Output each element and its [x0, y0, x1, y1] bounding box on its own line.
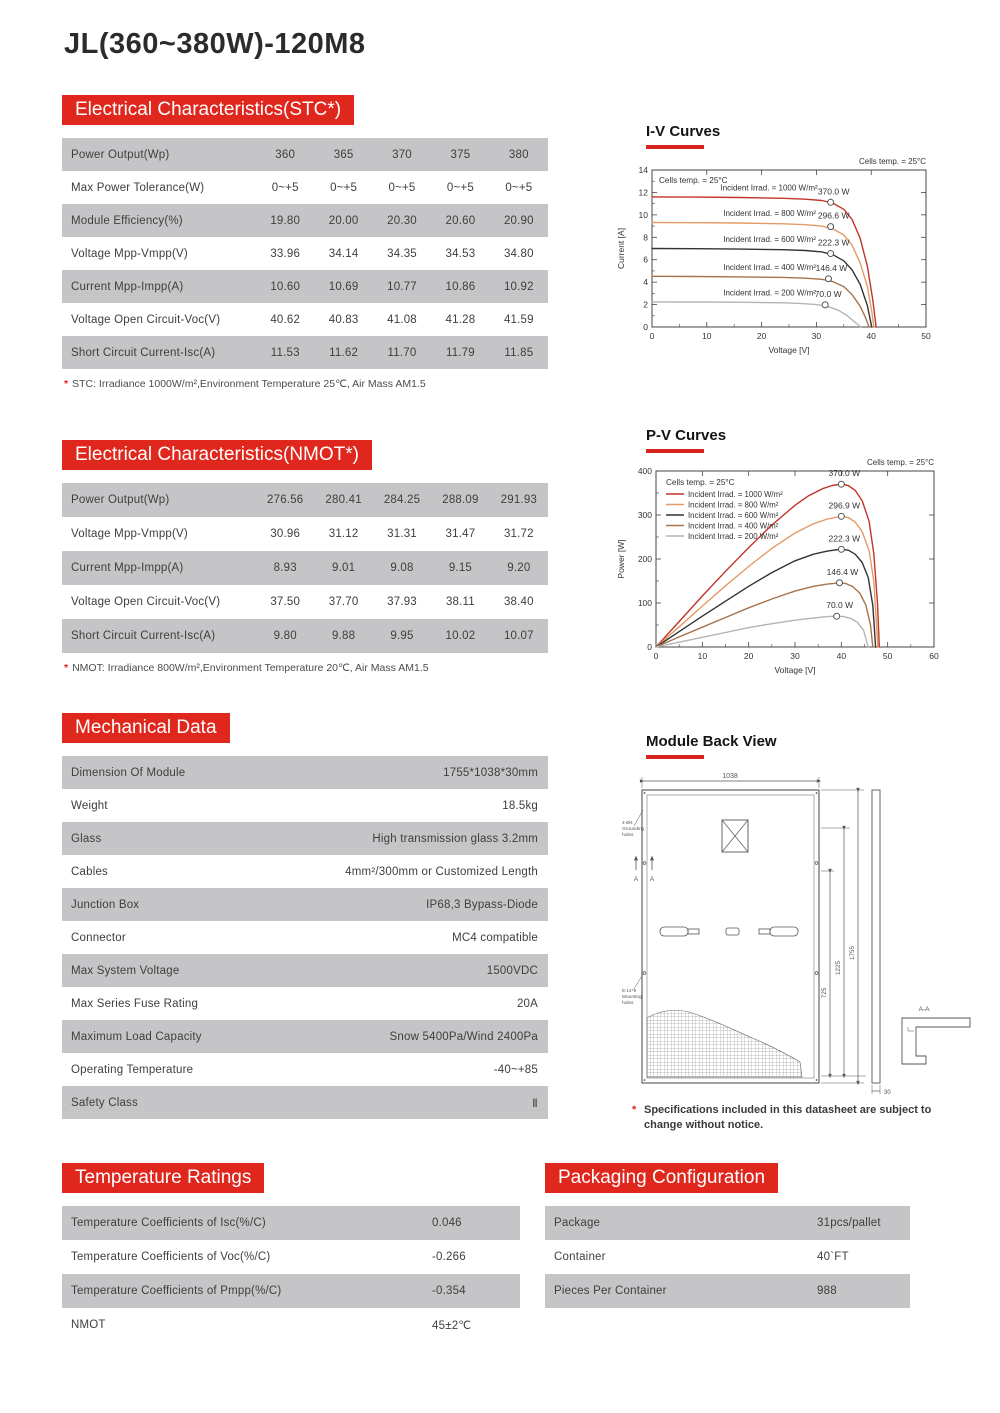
row-value: 10.77	[387, 280, 417, 293]
row-value: 33.96	[270, 247, 301, 260]
svg-text:Power [W]: Power [W]	[616, 539, 626, 579]
table-row	[62, 303, 548, 336]
svg-text:Cells temp. = 25°C: Cells temp. = 25°C	[659, 176, 728, 185]
footnote-asterisk: *	[64, 662, 69, 674]
row-label: Power Output(Wp)	[71, 494, 170, 506]
row-label: Container	[554, 1251, 606, 1263]
table-row	[62, 789, 548, 822]
svg-text:70.0 W: 70.0 W	[814, 288, 842, 299]
svg-text:100: 100	[637, 598, 652, 608]
svg-text:Incident Irrad. = 800 W/m²: Incident Irrad. = 800 W/m²	[723, 208, 816, 218]
svg-text:12: 12	[638, 187, 648, 198]
row-value: 380	[508, 148, 529, 161]
row-value: 280.41	[325, 494, 362, 506]
hatched-area	[647, 1010, 802, 1077]
row-value: 37.93	[387, 596, 417, 608]
temperature-table	[62, 1206, 520, 1342]
row-label: Module Efficiency(%)	[71, 214, 183, 227]
svg-text:50: 50	[882, 651, 893, 661]
row-value: 11.53	[270, 346, 300, 359]
section-nmot	[62, 440, 548, 674]
row-value: 375	[450, 148, 471, 161]
row-label: Safety Class	[71, 1096, 138, 1109]
svg-text:296.9 W: 296.9 W	[828, 500, 861, 511]
grounding-holes-label	[622, 810, 645, 838]
row-value: High transmission glass 3.2mm	[372, 832, 538, 845]
row-value: 9.01	[332, 562, 356, 574]
row-value: 34.53	[445, 247, 476, 260]
junction-box	[722, 820, 748, 852]
table-row	[545, 1274, 910, 1308]
mounting-holes-label	[622, 974, 643, 1006]
nmot-footnote	[62, 662, 548, 674]
section-arrow-label-right: A	[649, 876, 655, 883]
table-row	[62, 204, 548, 237]
table-row	[545, 1206, 910, 1240]
backview-heading	[646, 733, 777, 759]
section-heading-stc: Electrical Characteristics(STC*)	[62, 95, 354, 125]
svg-text:20: 20	[743, 651, 754, 661]
row-value: 4mm²/300mm or Customized Length	[345, 865, 538, 878]
table-row	[62, 483, 548, 517]
table-row	[62, 1053, 548, 1086]
row-value: 10.86	[445, 280, 476, 293]
svg-text:8: 8	[643, 232, 648, 243]
row-label: Package	[554, 1217, 601, 1229]
row-value: 31pcs/pallet	[817, 1217, 881, 1229]
row-value: 20.30	[387, 214, 417, 227]
table-row	[62, 1086, 548, 1119]
row-label: Cables	[71, 865, 108, 878]
row-label: Temperature Coefficients of Voc(%/C)	[71, 1251, 271, 1263]
dim-1755-label: 1755	[849, 945, 856, 961]
footnote-asterisk: *	[632, 1104, 637, 1116]
red-underline	[646, 755, 704, 759]
row-label: Glass	[71, 832, 102, 845]
table-row	[62, 585, 548, 619]
row-label: Temperature Coefficients of Isc(%/C)	[71, 1217, 266, 1229]
svg-text:8-14*9: 8-14*9	[622, 989, 637, 994]
section-packaging	[545, 1163, 910, 1308]
svg-text:50: 50	[921, 331, 931, 341]
row-value: 0.046	[432, 1217, 462, 1229]
footnote-asterisk: *	[64, 378, 69, 390]
row-value: 0~+5	[330, 181, 358, 194]
row-label: Current Mpp-Impp(A)	[71, 562, 184, 574]
row-value: 31.12	[328, 528, 359, 540]
table-row	[62, 888, 548, 921]
section-temperature	[62, 1163, 520, 1342]
svg-text:Mounting: Mounting	[622, 995, 642, 1000]
row-value: 9.20	[507, 562, 531, 574]
svg-text:70.0 W: 70.0 W	[826, 600, 854, 611]
svg-text:30: 30	[790, 651, 800, 661]
section-heading-temperature: Temperature Ratings	[62, 1163, 264, 1193]
row-value: 9.95	[390, 630, 414, 642]
dim-width-label: 1038	[722, 773, 738, 780]
row-value: 1755*1038*30mm	[443, 766, 538, 779]
stc-footnote-text: STC: Irradiance 1000W/m²,Environment Temperature 25℃, Air Mass AM1.5	[72, 378, 426, 390]
row-value: 38.11	[445, 596, 475, 608]
row-label: Max Power Tolerance(W)	[71, 181, 205, 194]
row-value: 0~+5	[271, 181, 299, 194]
iv-curves-heading	[646, 123, 720, 149]
row-label: Max Series Fuse Rating	[71, 997, 199, 1010]
row-label: Short Circuit Current-Isc(A)	[71, 630, 216, 642]
row-value: 10.60	[270, 280, 301, 293]
dim-725-label: 725	[821, 987, 828, 999]
svg-text:0: 0	[649, 331, 655, 341]
svg-text:4-Ø4: 4-Ø4	[622, 821, 633, 826]
row-value: 0~+5	[446, 181, 474, 194]
row-value: 370	[392, 148, 412, 161]
packaging-table	[545, 1206, 910, 1308]
row-value: 276.56	[267, 494, 304, 506]
row-value: Snow 5400Pa/Wind 2400Pa	[389, 1030, 538, 1043]
mechanical-table	[62, 756, 548, 1119]
table-row	[62, 1240, 520, 1274]
row-value: 988	[817, 1285, 837, 1297]
nmot-footnote-text: NMOT: Irradiance 800W/m²,Environment Temperature 20℃, Air Mass AM1.5	[72, 662, 429, 674]
table-row	[62, 336, 548, 369]
section-stc	[62, 95, 548, 390]
svg-text:0: 0	[653, 651, 659, 661]
svg-text:Cells temp. = 25°C: Cells temp. = 25°C	[858, 157, 926, 166]
row-value: 40.62	[270, 313, 301, 326]
svg-text:Incident Irrad. = 200 W/m²: Incident Irrad. = 200 W/m²	[688, 532, 779, 541]
row-value: 0~+5	[388, 181, 416, 194]
table-row	[62, 1020, 548, 1053]
specs-note-text: Specifications included in this datasheet are subject to change without notice.	[644, 1104, 932, 1131]
svg-text:400: 400	[637, 466, 652, 476]
svg-text:146.4 W: 146.4 W	[826, 566, 859, 577]
row-label: Connector	[71, 931, 126, 944]
stc-footnote	[62, 378, 548, 390]
vertical-dimensions	[821, 790, 866, 1083]
backview-title: Module Back View	[646, 733, 777, 750]
svg-text:40: 40	[866, 331, 876, 341]
svg-text:146.4 W: 146.4 W	[815, 262, 848, 273]
row-value: 9.80	[273, 630, 297, 642]
svg-text:Grounding: Grounding	[622, 827, 645, 832]
dim-thickness-label: 30	[884, 1090, 891, 1096]
row-value: 37.70	[328, 596, 359, 608]
row-label: NMOT	[71, 1319, 106, 1331]
svg-text:Cells temp. = 25°C: Cells temp. = 25°C	[666, 478, 735, 487]
row-value: 288.09	[442, 494, 479, 506]
red-underline	[646, 145, 704, 149]
row-value: 360	[275, 148, 296, 161]
row-value: 41.28	[445, 313, 476, 326]
svg-text:Incident Irrad. = 1000 W/m²: Incident Irrad. = 1000 W/m²	[720, 183, 818, 193]
row-value: 9.15	[448, 562, 473, 574]
row-label: Junction Box	[71, 898, 140, 911]
table-row	[62, 619, 548, 653]
pv-curves-chart	[614, 455, 950, 677]
row-value: 1500VDC	[486, 964, 538, 977]
row-value: 9.88	[332, 630, 356, 642]
table-row	[62, 1206, 520, 1240]
row-label: Voltage Mpp-Vmpp(V)	[71, 528, 188, 540]
row-value: 40.83	[328, 313, 359, 326]
svg-text:holes: holes	[622, 833, 634, 838]
svg-text:296.6 W: 296.6 W	[817, 210, 850, 221]
svg-text:30: 30	[811, 331, 822, 341]
table-row	[545, 1240, 910, 1274]
row-value: MC4 compatible	[452, 931, 538, 944]
section-mechanical	[62, 713, 548, 1119]
row-label: Power Output(Wp)	[71, 148, 170, 161]
row-value: 10.92	[503, 280, 534, 293]
svg-text:Incident Irrad. = 1000 W/m²: Incident Irrad. = 1000 W/m²	[688, 490, 783, 499]
row-value: 20.00	[328, 214, 359, 227]
specs-note	[632, 1103, 936, 1133]
row-value: 11.85	[504, 346, 534, 359]
section-heading-mechanical: Mechanical Data	[62, 713, 230, 743]
table-row	[62, 1308, 520, 1342]
svg-text:14: 14	[638, 165, 648, 175]
table-row	[62, 921, 548, 954]
red-underline	[646, 449, 704, 453]
table-row	[62, 855, 548, 888]
row-value: 30.96	[270, 528, 301, 540]
row-value: 365	[333, 148, 354, 161]
row-value: 18.5kg	[502, 799, 538, 812]
row-value: 284.25	[383, 494, 421, 506]
row-value: 10.69	[328, 280, 359, 293]
row-value: 19.80	[270, 214, 301, 227]
row-value: 37.50	[270, 596, 301, 608]
frame-cross-section	[902, 1006, 970, 1064]
row-label: Short Circuit Current-Isc(A)	[71, 346, 216, 359]
row-label: Weight	[71, 799, 108, 812]
row-value: 10.02	[445, 630, 476, 642]
svg-text:Voltage [V]: Voltage [V]	[768, 345, 810, 355]
row-value: 9.08	[390, 562, 414, 574]
row-value: IP68,3 Bypass-Diode	[426, 898, 538, 911]
svg-text:2: 2	[643, 299, 648, 310]
svg-text:10: 10	[697, 651, 708, 661]
row-value: 45±2℃	[432, 1320, 472, 1332]
section-heading-packaging: Packaging Configuration	[545, 1163, 778, 1193]
row-label: Pieces Per Container	[554, 1285, 667, 1297]
svg-text:Incident Irrad. = 400 W/m²: Incident Irrad. = 400 W/m²	[723, 262, 816, 272]
row-value: 8.93	[273, 562, 297, 574]
row-label: Temperature Coefficients of Pmpp(%/C)	[71, 1285, 282, 1297]
row-value: 31.31	[387, 528, 417, 540]
pv-curves-heading	[646, 427, 726, 453]
svg-text:Incident Irrad. = 400 W/m²: Incident Irrad. = 400 W/m²	[688, 521, 779, 531]
table-row	[62, 954, 548, 987]
table-row	[62, 517, 548, 551]
svg-text:6: 6	[643, 254, 648, 265]
row-label: Voltage Mpp-Vmpp(V)	[71, 247, 188, 260]
row-value: 11.62	[329, 346, 359, 359]
row-label: Voltage Open Circuit-Voc(V)	[71, 313, 221, 326]
row-value: 11.70	[387, 346, 417, 359]
section-heading-nmot: Electrical Characteristics(NMOT*)	[62, 440, 372, 470]
table-row	[62, 987, 548, 1020]
svg-text:4: 4	[643, 277, 648, 288]
svg-text:222.3 W: 222.3 W	[828, 533, 861, 544]
svg-text:10: 10	[638, 209, 648, 220]
cable-connectors	[660, 927, 798, 936]
row-value: -0.354	[432, 1285, 466, 1297]
row-value: 291.93	[500, 494, 538, 506]
row-value: 34.14	[328, 247, 359, 260]
svg-text:40: 40	[836, 651, 847, 661]
side-profile	[872, 790, 891, 1096]
row-label: Operating Temperature	[71, 1063, 194, 1076]
nmot-table	[62, 483, 548, 653]
svg-text:370.0 W: 370.0 W	[817, 186, 850, 197]
iv-curves-chart	[614, 152, 944, 357]
svg-text:Incident Irrad. = 600 W/m²: Incident Irrad. = 600 W/m²	[723, 234, 816, 244]
svg-text:Voltage [V]: Voltage [V]	[774, 665, 816, 675]
row-value: 31.47	[445, 528, 476, 540]
row-value: -0.266	[432, 1251, 466, 1263]
row-value: 41.08	[387, 313, 417, 326]
table-row	[62, 138, 548, 171]
iv-curves-title: I-V Curves	[646, 123, 721, 140]
row-value: 11.79	[445, 346, 475, 359]
svg-text:222.3 W: 222.3 W	[817, 237, 850, 248]
row-value: 0~+5	[505, 181, 533, 194]
svg-text:Incident Irrad. = 200 W/m²: Incident Irrad. = 200 W/m²	[723, 288, 816, 298]
svg-text:Incident Irrad. = 800 W/m²: Incident Irrad. = 800 W/m²	[688, 500, 779, 510]
row-label: Max System Voltage	[71, 964, 180, 977]
table-row	[62, 270, 548, 303]
page-title: JL(360~380W)-120M8	[64, 28, 366, 60]
svg-text:holes: holes	[622, 1001, 634, 1006]
row-label: Dimension Of Module	[71, 766, 186, 779]
pv-curves-title: P-V Curves	[646, 427, 727, 444]
module-back-view-drawing	[622, 768, 987, 1103]
row-value: 10.07	[503, 630, 534, 642]
row-value: -40~+85	[493, 1063, 538, 1076]
row-label: Maximum Load Capacity	[71, 1030, 202, 1043]
svg-text:200: 200	[637, 554, 652, 564]
svg-text:Incident Irrad. = 600 W/m²: Incident Irrad. = 600 W/m²	[688, 511, 779, 520]
svg-text:10: 10	[702, 331, 712, 341]
svg-text:300: 300	[637, 510, 652, 520]
row-value: 38.40	[503, 596, 534, 608]
row-label: Voltage Open Circuit-Voc(V)	[71, 596, 221, 608]
table-row	[62, 551, 548, 585]
section-aa-label: A-A	[918, 1006, 930, 1013]
table-row	[62, 756, 548, 789]
row-value: 34.35	[387, 247, 417, 260]
row-value: 20.90	[503, 214, 534, 227]
row-label: Current Mpp-Impp(A)	[71, 280, 184, 293]
table-row	[62, 171, 548, 204]
table-row	[62, 237, 548, 270]
svg-text:60: 60	[929, 651, 939, 661]
row-value: 20.60	[445, 214, 476, 227]
table-row	[62, 822, 548, 855]
row-value: 41.59	[503, 313, 534, 326]
row-value: Ⅱ	[532, 1097, 538, 1110]
row-value: 20A	[516, 997, 538, 1010]
row-value: 34.80	[503, 247, 534, 260]
svg-text:20: 20	[756, 331, 767, 341]
svg-text:Cells temp. = 25°C: Cells temp. = 25°C	[866, 458, 934, 467]
dim-1225-label: 1225	[835, 960, 842, 976]
svg-text:0: 0	[647, 642, 652, 652]
row-value: 40`FT	[817, 1251, 849, 1263]
svg-text:370.0 W: 370.0 W	[828, 468, 861, 479]
section-arrow-label-left: A	[633, 876, 639, 883]
row-value: 31.72	[503, 528, 534, 540]
svg-text:0: 0	[643, 322, 648, 332]
stc-table	[62, 138, 548, 369]
table-row	[62, 1274, 520, 1308]
svg-text:Current [A]: Current [A]	[616, 227, 626, 270]
